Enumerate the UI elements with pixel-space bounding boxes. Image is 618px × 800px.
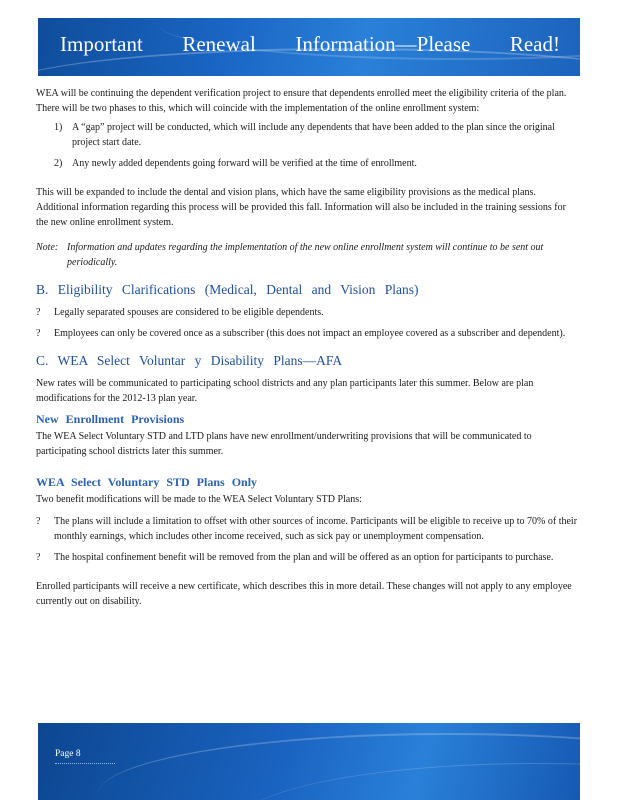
header-banner [38, 18, 580, 76]
subsection-heading: New Enrollment Provisions [36, 412, 185, 426]
note-label: Note: [36, 242, 59, 253]
title-word: Information—Please [295, 32, 471, 56]
list-item [36, 156, 580, 171]
note-block [36, 240, 580, 270]
list-item [36, 326, 580, 341]
benefit-intro: Two benefit modifications will be made to the WEA Select Voluntary STD Plans: [36, 494, 362, 505]
page-number: Page 8 [55, 749, 81, 759]
bullet-glyph: ? [36, 516, 41, 527]
title-word: Read! [509, 32, 560, 56]
page-title [60, 32, 560, 57]
title-word: Renewal [182, 32, 256, 56]
footer-rule [55, 763, 115, 766]
intro-paragraph: WEA will be continuing the dependent verification project to ensure that dependents enrolled meet the eligibility criteria of the plan. There will be two phases to this, which will coincide with the implementation of the online enrollment system: [36, 88, 567, 114]
expansion-paragraph: This will be expanded to include the dental and vision plans, which have the same eligibility provisions as the medical plans. Additional information regarding this process will be provided this fall. Information will also be included in the training sessions for the new online enrollment system. [36, 187, 566, 228]
list-number: 2) [54, 158, 63, 169]
list-item-text: Legally separated spouses are considered to be eligible dependents. [54, 307, 324, 318]
numbered-list [36, 120, 580, 171]
list-item-text: The plans will include a limitation to offset with other sources of income. Participants will be eligible to receive up to 70% of their monthly earnings, which includes other income received, such as sick pay or unemployment compensation. [54, 516, 578, 542]
document-body [36, 86, 580, 619]
title-word: Important [60, 32, 143, 56]
section-c-heading: C. WEA Select Voluntar y Disability Plans—AFA [36, 353, 343, 368]
closing-paragraph: Enrolled participants will receive a new certificate, which describes this in more detail. These changes will not apply to any employee currently out on disability. [36, 581, 572, 607]
enrollment-paragraph: The WEA Select Voluntary STD and LTD plans have new enrollment/underwriting provisions that will be communicated to participating school districts later this summer. [36, 431, 532, 457]
bullet-list [36, 305, 580, 341]
bullet-glyph: ? [36, 307, 41, 318]
list-item-text: Employees can only be covered once as a subscriber (this does not impact an employee covered as a subscriber and dependent). [54, 328, 566, 339]
list-item [36, 550, 580, 565]
list-item-text: A “gap” project will be conducted, which will include any dependents that have been added to the plan since the original project start date. [72, 122, 555, 148]
list-item-text: The hospital confinement benefit will be removed from the plan and will be offered as an option for participants to purchase. [54, 552, 554, 563]
bullet-glyph: ? [36, 552, 41, 563]
subsection-heading: WEA Select Voluntary STD Plans Only [36, 475, 258, 489]
list-number: 1) [54, 122, 63, 133]
note-text: Information and updates regarding the implementation of the new online enrollment system will continue to be sent out periodically. [67, 242, 544, 268]
list-item [36, 514, 580, 544]
section-b-heading: B. Eligibility Clarifications (Medical, Dental and Vision Plans) [36, 282, 419, 297]
bullet-list [36, 514, 580, 565]
list-item [36, 120, 580, 150]
footer-banner [38, 723, 580, 800]
list-item-text: Any newly added dependents going forward will be verified at the time of enrollment. [72, 158, 417, 169]
list-item [36, 305, 580, 320]
bullet-glyph: ? [36, 328, 41, 339]
rates-paragraph: New rates will be communicated to participating school districts and any plan participants later this summer. Below are plan modifications for the 2012-13 plan year. [36, 378, 534, 404]
